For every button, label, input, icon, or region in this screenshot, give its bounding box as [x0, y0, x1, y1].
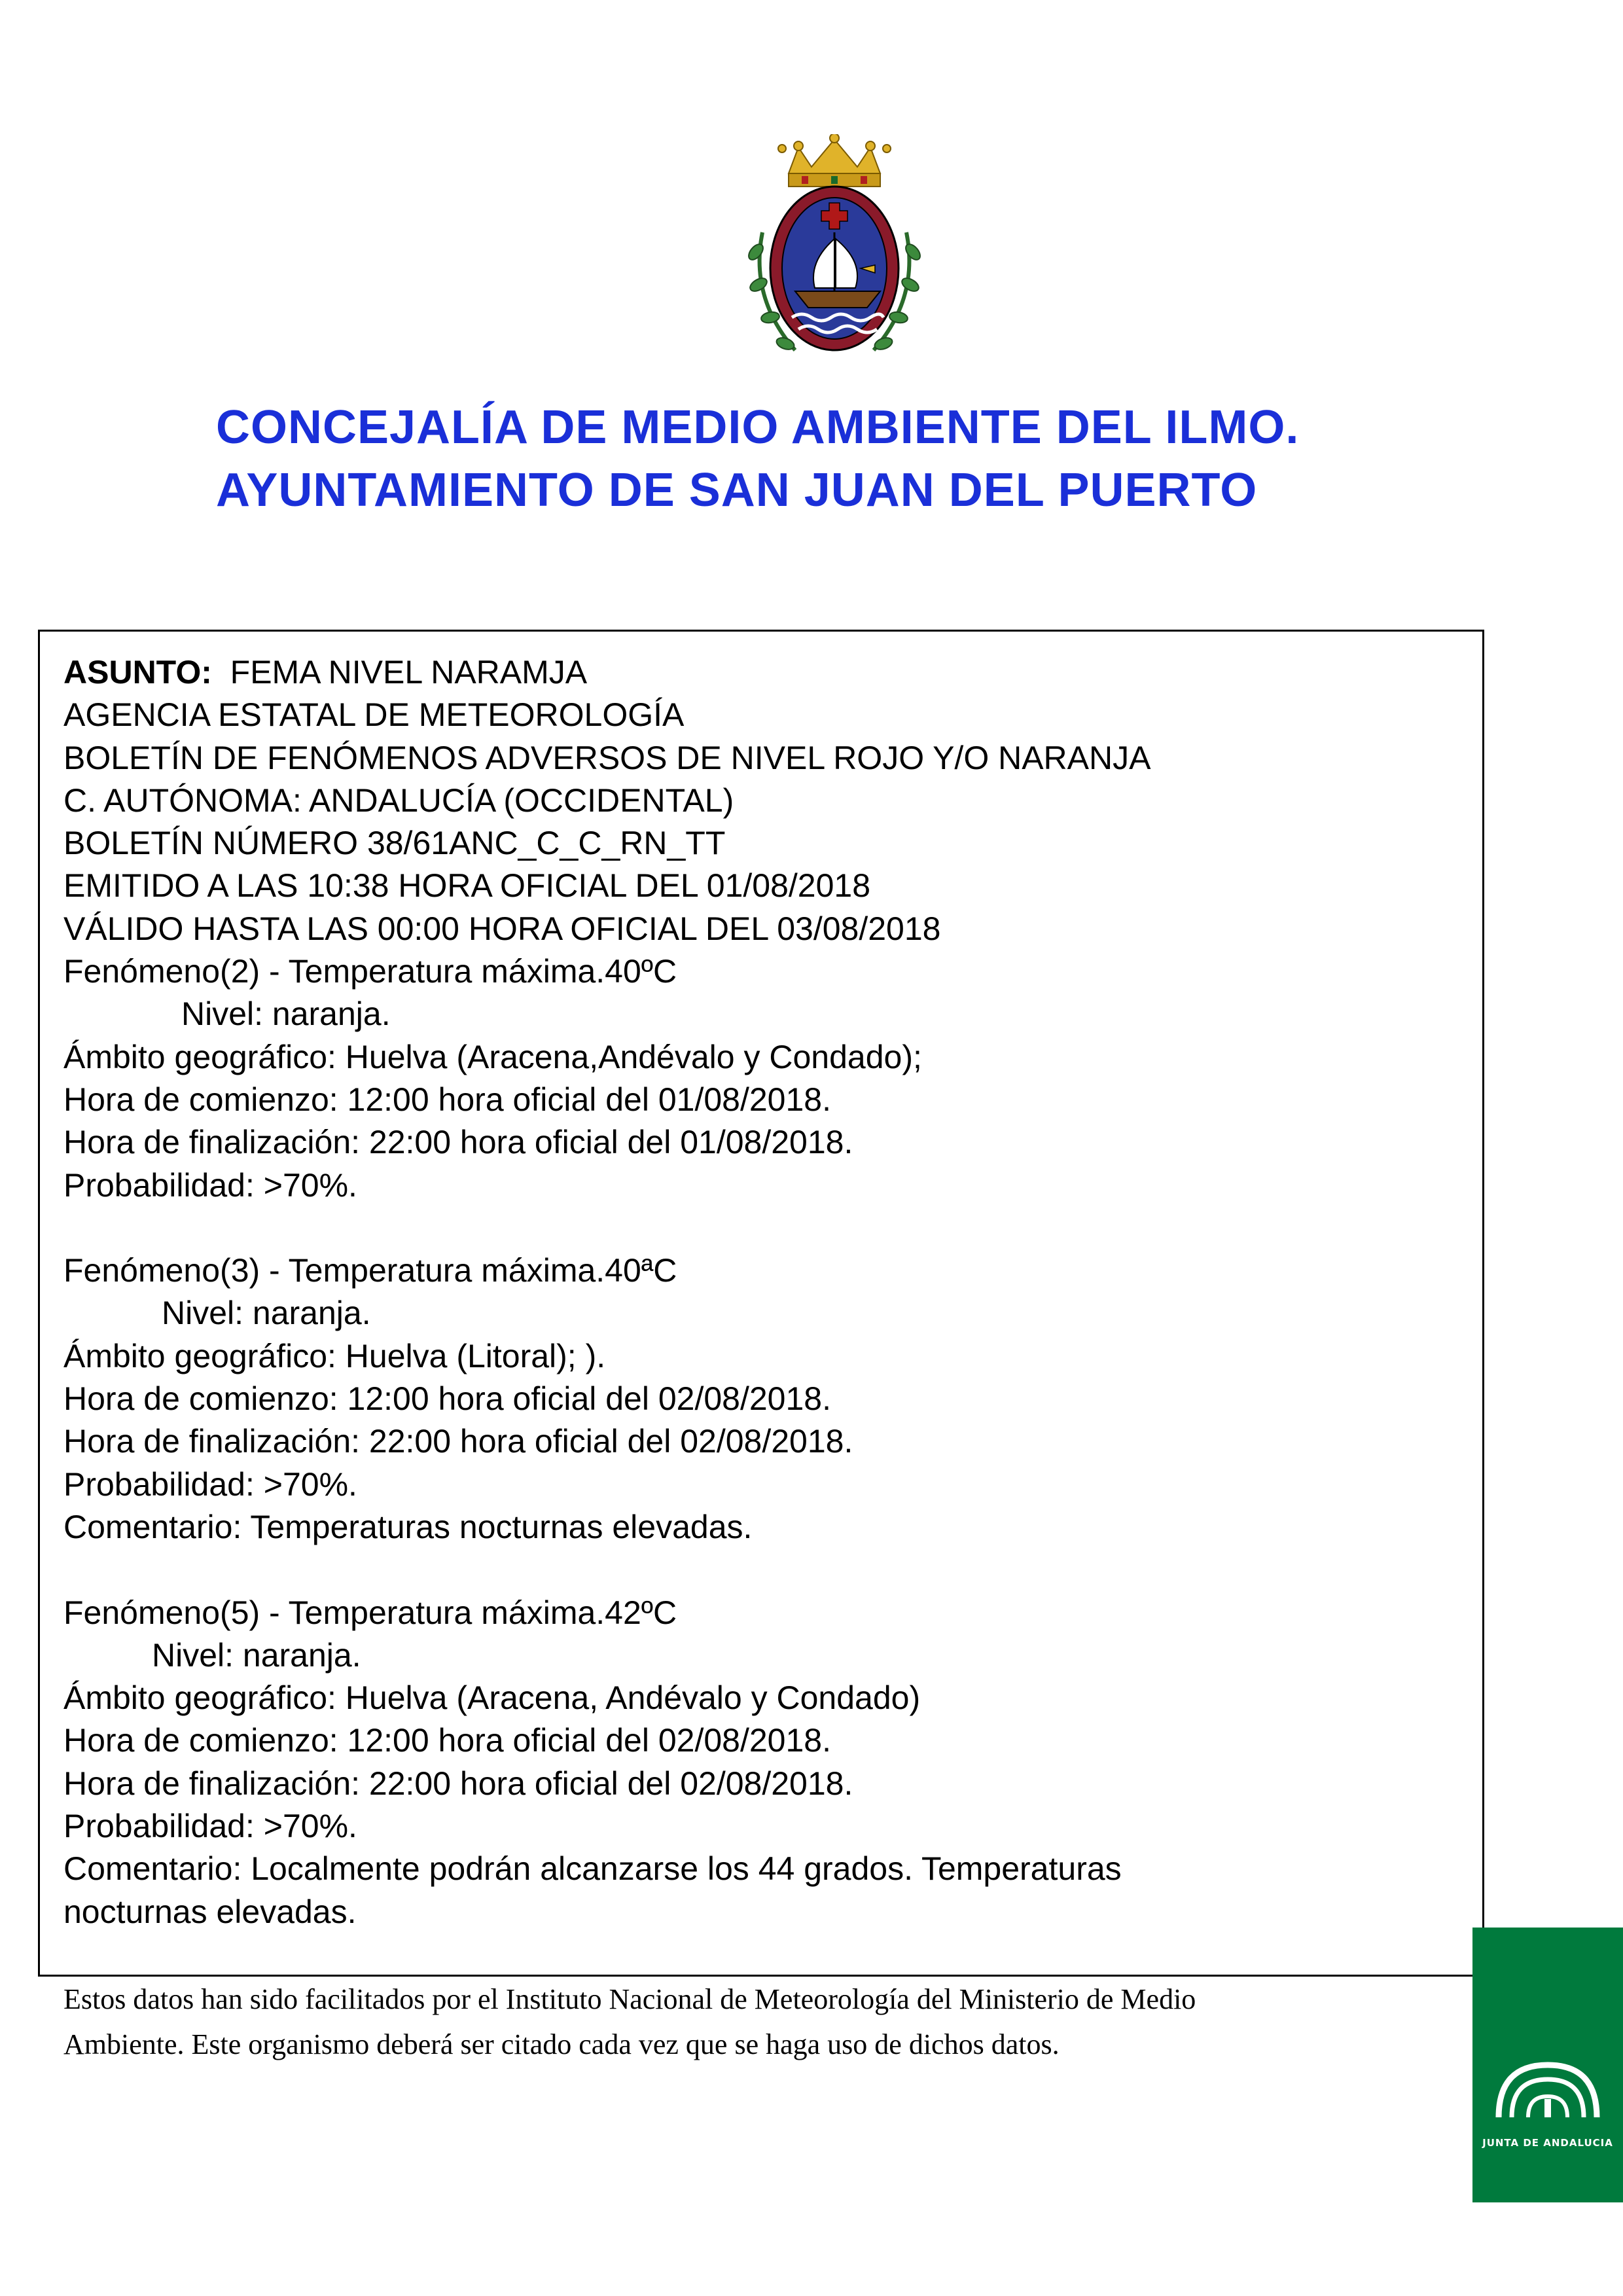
phenomenon-start: Hora de comienzo: 12:00 hora oficial del 01/08/2018. — [63, 1081, 831, 1118]
region-line: C. AUTÓNOMA: ANDALUCÍA (OCCIDENTAL) — [63, 781, 734, 819]
bulletin-number-line: BOLETÍN NÚMERO 38/61ANC_C_C_RN_TT — [63, 825, 726, 862]
phenomenon-level: Nivel: naranja. — [162, 1295, 371, 1332]
phenomenon-comment: Comentario: Temperaturas nocturnas elevadas. — [63, 1508, 753, 1545]
phenomenon-title: Fenómeno(2) - Temperatura máxima.40ºC — [63, 953, 677, 990]
footer-line-1: Estos datos han sido facilitados por el Instituto Nacional de Meteorología del Ministerio de Medio — [63, 1983, 1196, 2015]
phenomenon-area: Ámbito geográfico: Huelva (Litoral); ). — [63, 1337, 606, 1374]
asunto-label: ASUNTO: — [63, 654, 212, 691]
agency-line: AGENCIA ESTATAL DE METEOROLOGÍA — [63, 696, 685, 734]
phenomenon-end: Hora de finalización: 22:00 hora oficial del 02/08/2018. — [63, 1423, 853, 1460]
phenomenon-end: Hora de finalización: 22:00 hora oficial del 01/08/2018. — [63, 1124, 853, 1161]
phenomenon-area: Ámbito geográfico: Huelva (Aracena,Andévalo y Condado); — [63, 1038, 922, 1075]
valid-until-line: VÁLIDO HASTA LAS 00:00 HORA OFICIAL DEL 03/08/2018 — [63, 910, 941, 947]
phenomenon-start: Hora de comienzo: 12:00 hora oficial del 02/08/2018. — [63, 1380, 831, 1418]
phenomenon-end: Hora de finalización: 22:00 hora oficial del 02/08/2018. — [63, 1765, 853, 1802]
junta-logo-text: JUNTA DE ANDALUCIA — [1482, 2137, 1613, 2149]
phenomenon-probability: Probabilidad: >70%. — [63, 1808, 357, 1845]
phenomenon-comment: Comentario: Localmente podrán alcanzarse los 44 grados. Temperaturas — [63, 1850, 1122, 1888]
issued-line: EMITIDO A LAS 10:38 HORA OFICIAL DEL 01/08/2018 — [63, 867, 871, 905]
spacer — [63, 1549, 1438, 1591]
junta-andalucia-logo-icon — [1472, 1928, 1623, 2202]
phenomenon-probability: Probabilidad: >70%. — [63, 1166, 357, 1204]
title-line-1: CONCEJALÍA DE MEDIO AMBIENTE DEL ILMO. — [216, 401, 1300, 454]
footer-line-2: Ambiente. Este organismo deberá ser citado cada vez que se haga uso de dichos datos. — [63, 2028, 1060, 2060]
spacer — [63, 1207, 1438, 1249]
phenomenon-comment-continued: nocturnas elevadas. — [63, 1893, 357, 1930]
bulletin-content — [63, 651, 1438, 1933]
phenomenon-area: Ámbito geográfico: Huelva (Aracena, Andévalo y Condado) — [63, 1679, 921, 1717]
phenomenon-title: Fenómeno(5) - Temperatura máxima.42ºC — [63, 1594, 677, 1631]
asunto-value: FEMA NIVEL NARAMJA — [230, 654, 588, 691]
phenomenon-probability: Probabilidad: >70%. — [63, 1465, 357, 1503]
phenomenon-level: Nivel: naranja. — [181, 996, 391, 1033]
asunto-line — [63, 651, 1438, 694]
footer-note — [63, 1977, 1405, 2067]
phenomenon-level: Nivel: naranja. — [152, 1636, 361, 1674]
page-title — [216, 396, 1525, 522]
phenomenon-title: Fenómeno(3) - Temperatura máxima.40ªC — [63, 1252, 677, 1289]
municipal-crest-icon — [736, 134, 933, 383]
bulletin-type-line: BOLETÍN DE FENÓMENOS ADVERSOS DE NIVEL ROJO Y/O NARANJA — [63, 739, 1151, 776]
title-line-2: AYUNTAMIENTO DE SAN JUAN DEL PUERTO — [216, 464, 1258, 516]
phenomenon-start: Hora de comienzo: 12:00 hora oficial del 02/08/2018. — [63, 1722, 831, 1759]
